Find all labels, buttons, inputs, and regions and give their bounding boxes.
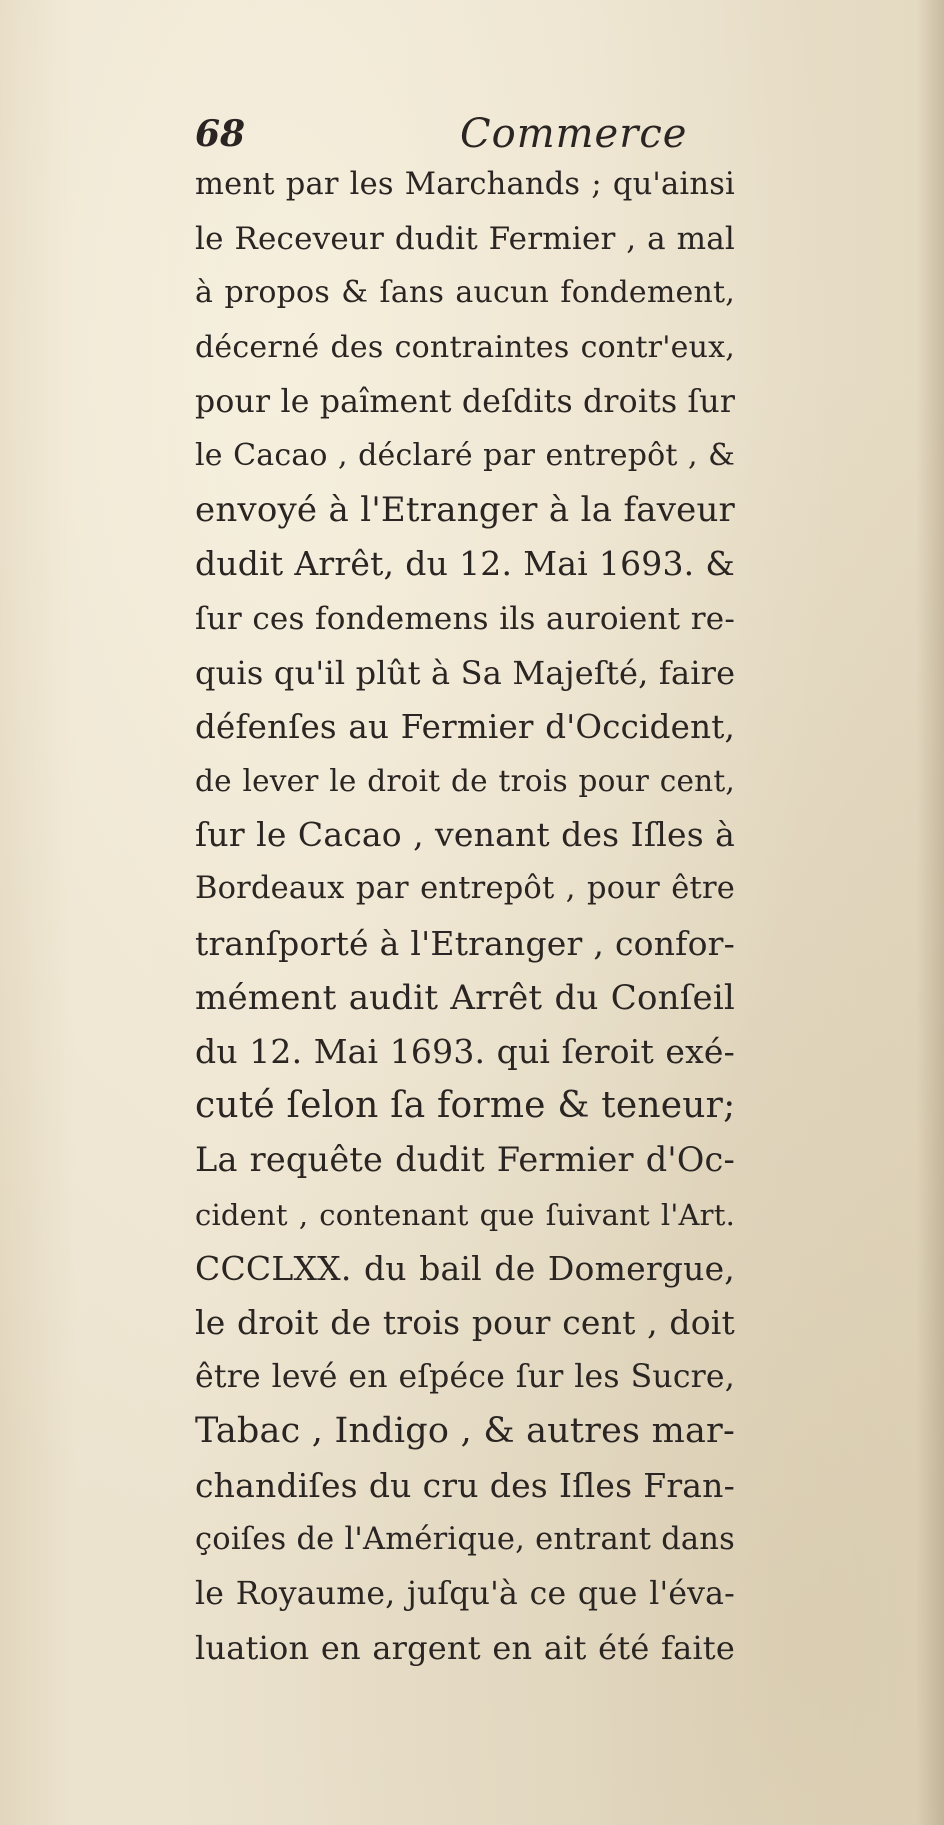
text-line: chandiſes du cru des Iſles Fran-	[195, 1465, 735, 1505]
page-edge-shadow	[916, 0, 944, 1825]
text-line: ſur le Cacao , venant des Iſles à	[195, 815, 735, 855]
text-line: La requête dudit Fermier d'Oc-	[195, 1140, 735, 1180]
text-line: cuté ſelon ſa forme & teneur;	[195, 1085, 736, 1127]
text-line: mément audit Arrêt du Conſeil	[195, 977, 735, 1018]
text-line: défenſes au Fermier d'Occident,	[195, 707, 735, 746]
text-line: çoiſes de l'Amérique, entrant dans	[195, 1521, 735, 1557]
text-line: être levé en eſpéce ſur les Sucre,	[195, 1359, 735, 1396]
page-header	[195, 112, 735, 156]
text-line: à propos & ſans aucun fondement,	[195, 275, 735, 311]
text-line: pour le paîment deſdits droits ſur	[195, 383, 736, 420]
text-line: CCCLXX. du bail de Domergue,	[195, 1248, 735, 1288]
text-line: Bordeaux par entrepôt , pour être	[195, 871, 735, 907]
text-line: quis qu'il plût à Sa Majeſté, faire	[195, 653, 736, 692]
text-line: du 12. Mai 1693. qui ſeroit exé-	[195, 1032, 735, 1071]
text-line: le droit de trois pour cent , doit	[195, 1302, 735, 1342]
text-line: Tabac , Indigo , & autres mar-	[195, 1411, 735, 1452]
text-line: dudit Arrêt, du 12. Mai 1693. &	[195, 544, 735, 584]
text-line: luation en argent en ait été faite	[195, 1629, 735, 1668]
body-text	[195, 158, 735, 1675]
text-line: le Receveur dudit Fermier , a mal	[195, 221, 735, 258]
text-line: ſur ces fondemens ils auroient re-	[195, 600, 735, 637]
text-line: décerné des contraintes contr'eux,	[195, 329, 735, 365]
text-line: cident , contenant que ſuivant l'Art.	[195, 1197, 735, 1232]
text-line: le Royaume, juſqu'à ce que l'éva-	[195, 1575, 735, 1612]
page-number: 68	[195, 113, 246, 155]
text-line: ment par les Marchands ; qu'ainsi	[195, 167, 735, 202]
text-line: de lever le droit de trois pour cent,	[195, 764, 735, 799]
text-line: envoyé à l'Etranger à la faveur	[195, 490, 735, 531]
text-line: tranſporté à l'Etranger , confor-	[195, 923, 735, 963]
text-line: le Cacao , déclaré par entrepôt , &	[195, 437, 735, 473]
running-head: Commerce	[460, 111, 688, 157]
